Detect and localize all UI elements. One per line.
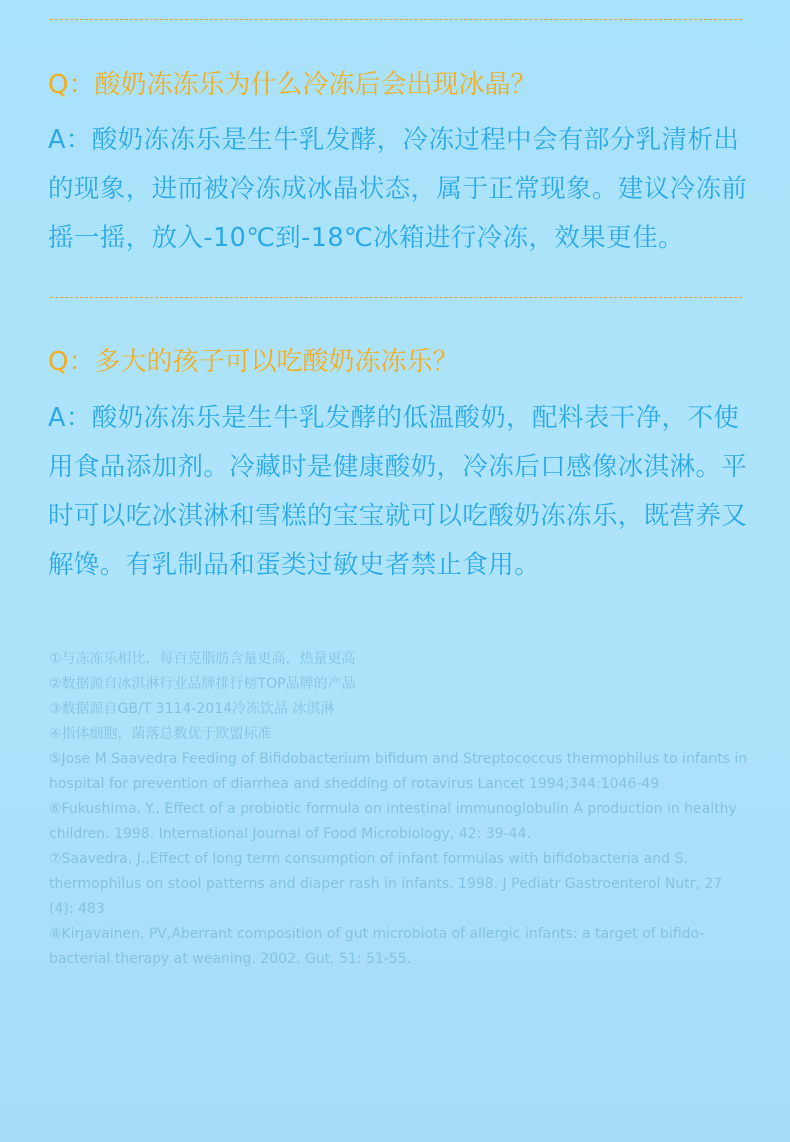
faq-answer-2: A：酸奶冻冻乐是生牛乳发酵的低温酸奶，配料表干净，不使用食品添加剂。冷藏时是健康酸奶，冷冻后口感像冰淇淋。平时可以吃冰淇淋和雪糕的宝宝就可以吃酸奶冻冻乐，既营养又解馋。有乳制品和蛋类过敏史者禁止食用。 (48, 403, 748, 580)
footnote-2: ②数据源自冰淇淋行业品牌排行榜TOP品牌的产品 (49, 676, 356, 692)
footnote-4: ④指体细胞，菌落总数优于欧盟标准 (49, 726, 272, 742)
dashed-divider-middle (50, 297, 742, 298)
faq-answer-1: A：酸奶冻冻乐是生牛乳发酵，冷冻过程中会有部分乳清析出的现象，进而被冷冻成冰晶状态，属于正常现象。建议冷冻前摇一摇，放入-10℃到-18℃冰箱进行冷冻，效果更佳。 (48, 125, 748, 253)
faq-question-1: Q：酸奶冻冻乐为什么冷冻后会出现冰晶？ (48, 70, 537, 100)
footnote-5: ⑤Jose M Saavedra Feeding of Bifidobacterium bifidum and Streptococcus thermophilus to infants in hospital for prevention of diarrhea and shedding of rotavirus Lancet 1994;344:1046-49 (49, 751, 748, 792)
footnote-1: ①与冻冻乐相比，每百克脂肪含量更高，热量更高 (49, 651, 356, 667)
footnote-6: ⑥Fukushima, Y., Effect of a probiotic formula on intestinal immunoglobulin A production in healthy children. 1998. International Journal of Food Microbiology, 42: 39-44. (49, 801, 737, 842)
footnotes (49, 647, 749, 972)
footnote-7: ⑦Saavedra, J.,Effect of long term consumption of infant formulas with bifidobacteria and S. thermophilus on stool patterns and diaper rash in infants. 1998. J Pediatr Gastroenterol Nutr, 27 (4): 483 (49, 851, 723, 917)
footnote-8: ⑧Kirjavainen, PV,Aberrant composition of gut microbiota of allergic infants: a target of bifido-bacterial therapy at weaning. 2002. Gut, 51: 51-55. (49, 926, 705, 967)
dashed-divider-top (50, 19, 742, 20)
footnote-3: ③数据源自GB/T 3114-2014冷冻饮品 冰淇淋 (49, 701, 335, 717)
faq-question-2: Q：多大的孩子可以吃酸奶冻冻乐？ (48, 347, 459, 377)
